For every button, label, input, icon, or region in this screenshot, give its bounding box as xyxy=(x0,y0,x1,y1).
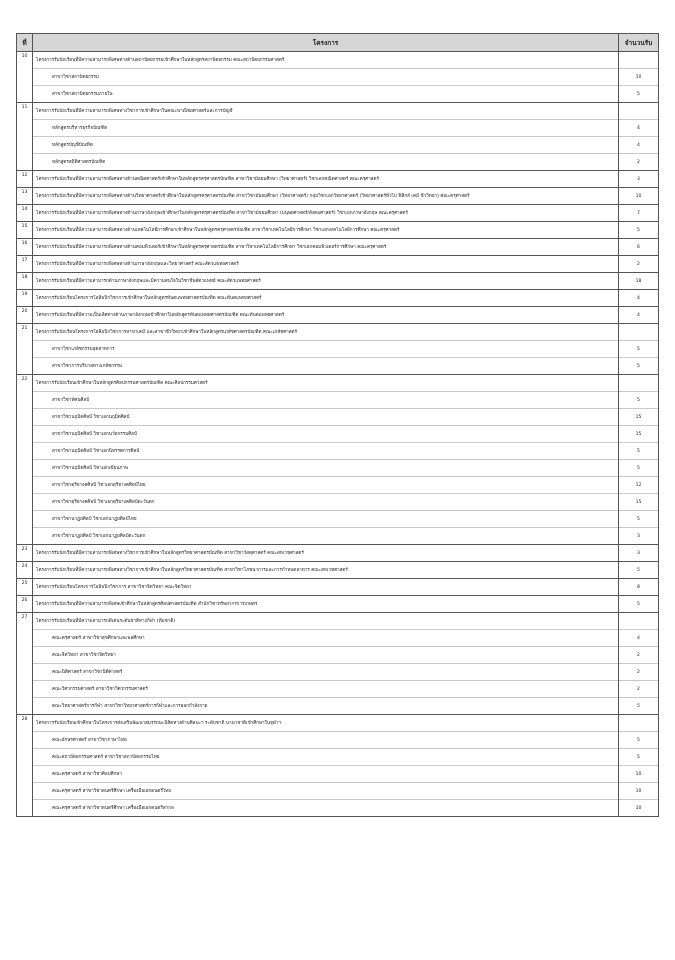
table-row xyxy=(17,307,659,324)
row-number: 28 xyxy=(17,715,33,817)
sub-program-label: สาขาวิชาสถาปัตยกรรม xyxy=(33,68,618,85)
sub-program-amount: 5 xyxy=(619,391,658,408)
row-number: 26 xyxy=(17,596,33,613)
row-number: 25 xyxy=(17,579,33,596)
project-amount: 7 xyxy=(637,210,640,216)
row-amount xyxy=(619,171,659,188)
row-project xyxy=(33,545,619,562)
project-amount xyxy=(619,613,658,629)
header-project: โครงการ xyxy=(33,34,619,52)
project-title: โครงการรับนักเรียนที่มีความสามารถดีเด่นระดับชาติทางกีฬา (ทีมชาติ) xyxy=(36,618,176,624)
row-project xyxy=(33,307,619,324)
table-row xyxy=(17,715,659,817)
row-project xyxy=(33,103,619,171)
table-row xyxy=(17,579,659,596)
row-project xyxy=(33,222,619,239)
project-title: โครงการรับนักเรียนที่มีความสามารถพิเศษเข้าศึกษาในหลักสูตรศิลปศาสตรบัณฑิต สำนักวิชาทรัพยากรการเกษตร xyxy=(36,601,258,607)
project-amount xyxy=(619,324,658,340)
sub-program-label: คณะนิติศาสตร์ สาขาวิชานิติศาสตร์ xyxy=(33,663,618,680)
row-project xyxy=(33,324,619,375)
project-title: โครงการรับนักเรียนที่มีความสามารถด้านภาษาอังกฤษและมีความสนใจในวิชาชีพสัตวแพทย์ คณะสัตวแพทยศาสตร์ xyxy=(36,278,261,284)
row-project xyxy=(33,613,619,715)
row-number: 19 xyxy=(17,290,33,307)
sub-program-label: คณะสถาปัตยกรรมศาสตร์ สาขาวิชาสถาปัตยกรรมไทย xyxy=(33,748,618,765)
row-project xyxy=(33,188,619,205)
project-title: โครงการรับนักเรียนที่มีความสามารถพิเศษทางด้านเทคโนโลยีการศึกษาเข้าศึกษาในหลักสูตรครุศาสตรบัณฑิต สาขาวิชาเทคโนโลยีการศึกษา วิชาเอกเทคโนโลยีการศึกษา คณะครุศาสตร์ xyxy=(36,227,400,233)
row-amount xyxy=(619,579,659,596)
sub-program-amount: 5 xyxy=(619,748,658,765)
project-title: โครงการรับนักเรียนที่มีความเป็นเลิศทางด้านภาษาอังกฤษเข้าศึกษาในหลักสูตรทันตแพทยศาสตรบัณฑิต คณะทันตแพทยศาสตร์ xyxy=(36,312,285,318)
sub-program-label: คณะครุศาสตร์ สาขาวิชาสุขศึกษาและพลศึกษา xyxy=(33,629,618,646)
project-amount: 3 xyxy=(637,550,640,556)
table-row xyxy=(17,562,659,579)
sub-program-amount: 10 xyxy=(619,765,658,782)
table-row xyxy=(17,239,659,256)
sub-program-amount: 10 xyxy=(619,68,658,85)
sub-program-label: หลักสูตรบัญชีบัณฑิต xyxy=(33,136,618,153)
table-row xyxy=(17,375,659,545)
row-project xyxy=(33,375,619,545)
sub-program-label: สาขาวิชานฤมิตศิลป์ วิชาเอกนฤมิตศิลป์ xyxy=(33,408,618,425)
row-amount xyxy=(619,256,659,273)
sub-program-label: สาขาวิชาเภสัชกรรมอุตสาหการ xyxy=(33,340,618,357)
row-project xyxy=(33,290,619,307)
project-title: โครงการรับนักเรียนที่มีความสามารถพิเศษทางวิชาการเข้าศึกษาในหลักสูตรวิทยาศาสตรบัณฑิต สาขาวิชาโภชนาการและการกำหนดอาหาร คณะสหเวชศาสตร์ xyxy=(36,567,348,573)
header-amount: จำนวนรับ xyxy=(619,34,659,52)
table-row xyxy=(17,273,659,290)
table-row xyxy=(17,205,659,222)
project-title: โครงการรับนักเรียนโครงการโอลิมปิกวิชาการสาขาเคมี และสาขาชีววิทยาเข้าศึกษาในหลักสูตรเภสัชศาสตรบัณฑิต คณะเภสัชศาสตร์ xyxy=(36,329,297,335)
project-title: โครงการรับนักเรียนที่มีความสามารถพิเศษทางด้านคอมพิวเตอร์เข้าศึกษาในหลักสูตรครุศาสตรบัณฑิต สาขาวิชาเทคโนโลยีการศึกษา วิชาเอกคอมพิวเตอร์การศึกษา คณะครุศาสตร์ xyxy=(36,244,387,250)
row-number: 11 xyxy=(17,103,33,171)
row-amount xyxy=(619,222,659,239)
row-amount xyxy=(619,375,659,545)
row-project xyxy=(33,205,619,222)
row-amount xyxy=(619,52,659,103)
project-title: โครงการรับนักเรียนที่มีความสามารถพิเศษทางด้านวิทยาศาสตร์เข้าศึกษาในหลักสูตรครุศาสตรบัณฑิต สาขาวิชามัธยมศึกษา (วิทยาศาสตร์) กลุ่มวิชาเอกวิทยาศาสตร์ (วิทยาศาสตร์ทั่วไป ฟิสิกส์ เคมี ชีววิทยา) คณะครุศาสตร์ xyxy=(36,193,470,199)
project-amount: 10 xyxy=(635,193,642,199)
row-project xyxy=(33,273,619,290)
row-number: 14 xyxy=(17,205,33,222)
project-title: โครงการรับนักเรียนที่มีความสามารถพิเศษทางด้านภาษาอังกฤษเข้าศึกษาในหลักสูตรครุศาสตรบัณฑิต สาขาวิชามัธยมศึกษา (มนุษยศาสตร์/สังคมศาสตร์) วิชาเอกภาษาอังกฤษ คณะครุศาสตร์ xyxy=(36,210,408,216)
table-row xyxy=(17,596,659,613)
header-no: ที่ xyxy=(17,34,33,52)
row-project xyxy=(33,715,619,817)
sub-program-amount: 5 xyxy=(619,459,658,476)
row-project xyxy=(33,579,619,596)
row-number: 10 xyxy=(17,52,33,103)
table-row xyxy=(17,324,659,375)
project-amount: 5 xyxy=(637,601,640,607)
row-project xyxy=(33,171,619,188)
sub-program-label: สาขาวิชานฤมิตศิลป์ วิชาเอกนิทรรศการศิลป์ xyxy=(33,442,618,459)
row-number: 13 xyxy=(17,188,33,205)
row-number: 21 xyxy=(17,324,33,375)
project-amount xyxy=(619,715,658,731)
project-title: โครงการรับนักเรียนที่มีความสามารถพิเศษทางวิชาการเข้าศึกษาในคณะพาณิชยศาสตร์และการบัญชี xyxy=(36,108,233,114)
table-row xyxy=(17,171,659,188)
row-number: 23 xyxy=(17,545,33,562)
row-amount xyxy=(619,596,659,613)
sub-program-amount: 2 xyxy=(619,153,658,170)
row-number: 17 xyxy=(17,256,33,273)
sub-program-label: สาขาวิชานาฏยศิลป์ วิชาเอกนาฏยศิลป์ไทย xyxy=(33,510,618,527)
sub-program-label: สาขาวิชานาฏยศิลป์ วิชาเอกนาฏยศิลป์ตะวันตก xyxy=(33,527,618,544)
project-amount: 3 xyxy=(637,176,640,182)
row-number: 20 xyxy=(17,307,33,324)
row-number: 27 xyxy=(17,613,33,715)
row-amount xyxy=(619,103,659,171)
row-amount xyxy=(619,273,659,290)
project-amount: 5 xyxy=(637,567,640,573)
table-row xyxy=(17,290,659,307)
sub-program-label: สาขาวิชาทัศนศิลป์ xyxy=(33,391,618,408)
project-amount: 6 xyxy=(637,244,640,250)
sub-program-amount: 5 xyxy=(619,442,658,459)
sub-program-amount: 5 xyxy=(619,340,658,357)
row-amount xyxy=(619,290,659,307)
project-amount xyxy=(619,375,658,391)
row-project xyxy=(33,239,619,256)
row-amount xyxy=(619,324,659,375)
row-amount xyxy=(619,239,659,256)
row-project xyxy=(33,596,619,613)
table-row xyxy=(17,103,659,171)
sub-program-amount: 5 xyxy=(619,85,658,102)
sub-program-amount: 2 xyxy=(619,663,658,680)
table-row xyxy=(17,545,659,562)
sub-program-amount: 15 xyxy=(619,425,658,442)
sub-program-label: สาขาวิชานฤมิตศิลป์ วิชาเอกเขียนภาพ xyxy=(33,459,618,476)
sub-program-amount: 2 xyxy=(619,646,658,663)
project-title: โครงการรับนักเรียนที่มีความสามารถพิเศษทางด้านภาษาอังกฤษและวิทยาศาสตร์ คณะสัตวแพทยศาสตร์ xyxy=(36,261,239,267)
sub-program-amount: 2 xyxy=(619,680,658,697)
project-title: โครงการรับนักเรียนที่มีความสามารถพิเศษทางวิชาการเข้าศึกษาในหลักสูตรวิทยาศาสตรบัณฑิต สาขาวิชาวัสดุศาสตร์ คณะสหเวชศาสตร์ xyxy=(36,550,304,556)
sub-program-label: สาขาวิชาการบริบาลทางเภสัชกรรม xyxy=(33,357,618,374)
project-title: โครงการรับนักเรียนที่มีความสามารถพิเศษทางด้านสถาปัตยกรรมเข้าศึกษาในหลักสูตรสถาปัตยกรรม คณะสถาปัตยกรรมศาสตร์ xyxy=(36,57,285,63)
sub-program-amount: 10 xyxy=(619,799,658,816)
row-number: 22 xyxy=(17,375,33,545)
project-amount: 18 xyxy=(635,278,642,284)
project-title: โครงการรับนักเรียนเข้าศึกษาในหลักสูตรศิลปกรรมศาสตรบัณฑิต คณะศิลปกรรมศาสตร์ xyxy=(36,380,208,386)
row-project xyxy=(33,562,619,579)
table-row xyxy=(17,613,659,715)
sub-program-label: คณะครุศาสตร์ สาขาวิชาศิลปศึกษา xyxy=(33,765,618,782)
sub-program-amount: 15 xyxy=(619,493,658,510)
project-amount xyxy=(619,52,658,68)
row-project xyxy=(33,256,619,273)
sub-program-label: สาขาวิชาดุริยางคศิลป์ วิชาเอกดุริยางคศิลป์ตะวันตก xyxy=(33,493,618,510)
project-amount: 4 xyxy=(637,295,640,301)
table-row xyxy=(17,52,659,103)
sub-program-amount: 4 xyxy=(619,119,658,136)
table-row xyxy=(17,256,659,273)
sub-program-label: คณะวิศวกรรมศาสตร์ สาขาวิชาวิศวกรรมศาสตร์ xyxy=(33,680,618,697)
sub-program-amount: 5 xyxy=(619,731,658,748)
row-amount xyxy=(619,188,659,205)
project-amount: 5 xyxy=(637,227,640,233)
project-amount: 2 xyxy=(637,261,640,267)
row-number: 16 xyxy=(17,239,33,256)
project-amount xyxy=(619,103,658,119)
table-row xyxy=(17,222,659,239)
row-amount xyxy=(619,613,659,715)
project-amount: 4 xyxy=(637,312,640,318)
row-number: 15 xyxy=(17,222,33,239)
admission-projects-table xyxy=(16,33,659,817)
sub-program-label: คณะอักษรศาสตร์ สาขาวิชาภาษาไทย xyxy=(33,731,618,748)
table-header-row xyxy=(17,34,659,52)
sub-program-amount: 5 xyxy=(619,697,658,714)
sub-program-amount: 3 xyxy=(619,527,658,544)
sub-program-label: สาขาวิชานฤมิตศิลป์ วิชาเอกนวัตกรรมศิลป์ xyxy=(33,425,618,442)
sub-program-label: คณะครุศาสตร์ สาขาวิชาดนตรีศึกษา เครื่องมือเอกดนตรีสากล xyxy=(33,799,618,816)
sub-program-label: คณะครุศาสตร์ สาขาวิชาดนตรีศึกษา เครื่องมือเอกดนตรีไทย xyxy=(33,782,618,799)
sub-program-amount: 5 xyxy=(619,357,658,374)
row-amount xyxy=(619,545,659,562)
project-title: โครงการรับนักเรียนเข้าศึกษาในโครงการส่งเสริมพัฒนาสมรรถนะนิสิตทางด้านศิลปะฯ ระดับชาติ นานาชาติเข้าศึกษาในจุฬาฯ xyxy=(36,720,281,726)
row-amount xyxy=(619,562,659,579)
project-title: โครงการรับนักเรียนที่มีความสามารถพิเศษทางด้านคณิตศาสตร์เข้าศึกษาในหลักสูตรครุศาสตรบัณฑิต สาขาวิชามัธยมศึกษา (วิทยาศาสตร์) วิชาเอกคณิตศาสตร์ คณะครุศาสตร์ xyxy=(36,176,379,182)
project-title: โครงการรับนักเรียนโครงการโอลิมปิกวิชาการเข้าศึกษาในหลักสูตรทันตแพทยศาสตรบัณฑิต คณะทันตแพทยศาสตร์ xyxy=(36,295,262,301)
sub-program-amount: 4 xyxy=(619,136,658,153)
table-body xyxy=(17,52,659,817)
table-row xyxy=(17,188,659,205)
sub-program-label: คณะวิทยาศาสตร์การกีฬา สาขาวิชาวิทยาศาสตร์การกีฬาและการออกกำลังกาย xyxy=(33,697,618,714)
sub-program-amount: 10 xyxy=(619,782,658,799)
sub-program-label: คณะจิตวิทยา สาขาวิชาจิตวิทยา xyxy=(33,646,618,663)
row-amount xyxy=(619,307,659,324)
row-amount xyxy=(619,205,659,222)
sub-program-label: หลักสูตรบริหารธุรกิจบัณฑิต xyxy=(33,119,618,136)
project-title: โครงการรับนักเรียนโครงการโอลิมปิกวิชาการ สาขาวิชาจิตวิทยา คณะจิตวิทยา xyxy=(36,584,192,590)
row-number: 12 xyxy=(17,171,33,188)
sub-program-amount: 15 xyxy=(619,408,658,425)
row-project xyxy=(33,52,619,103)
sub-program-amount: 12 xyxy=(619,476,658,493)
row-amount xyxy=(619,715,659,817)
sub-program-amount: 5 xyxy=(619,510,658,527)
row-number: 18 xyxy=(17,273,33,290)
sub-program-label: สาขาวิชาสถาปัตยกรรมภายใน xyxy=(33,85,618,102)
row-number: 24 xyxy=(17,562,33,579)
sub-program-label: สาขาวิชาดุริยางคศิลป์ วิชาเอกดุริยางคศิลป์ไทย xyxy=(33,476,618,493)
sub-program-amount: 4 xyxy=(619,629,658,646)
sub-program-label: หลักสูตรสถิติศาสตรบัณฑิต xyxy=(33,153,618,170)
project-amount: 8 xyxy=(637,584,640,590)
